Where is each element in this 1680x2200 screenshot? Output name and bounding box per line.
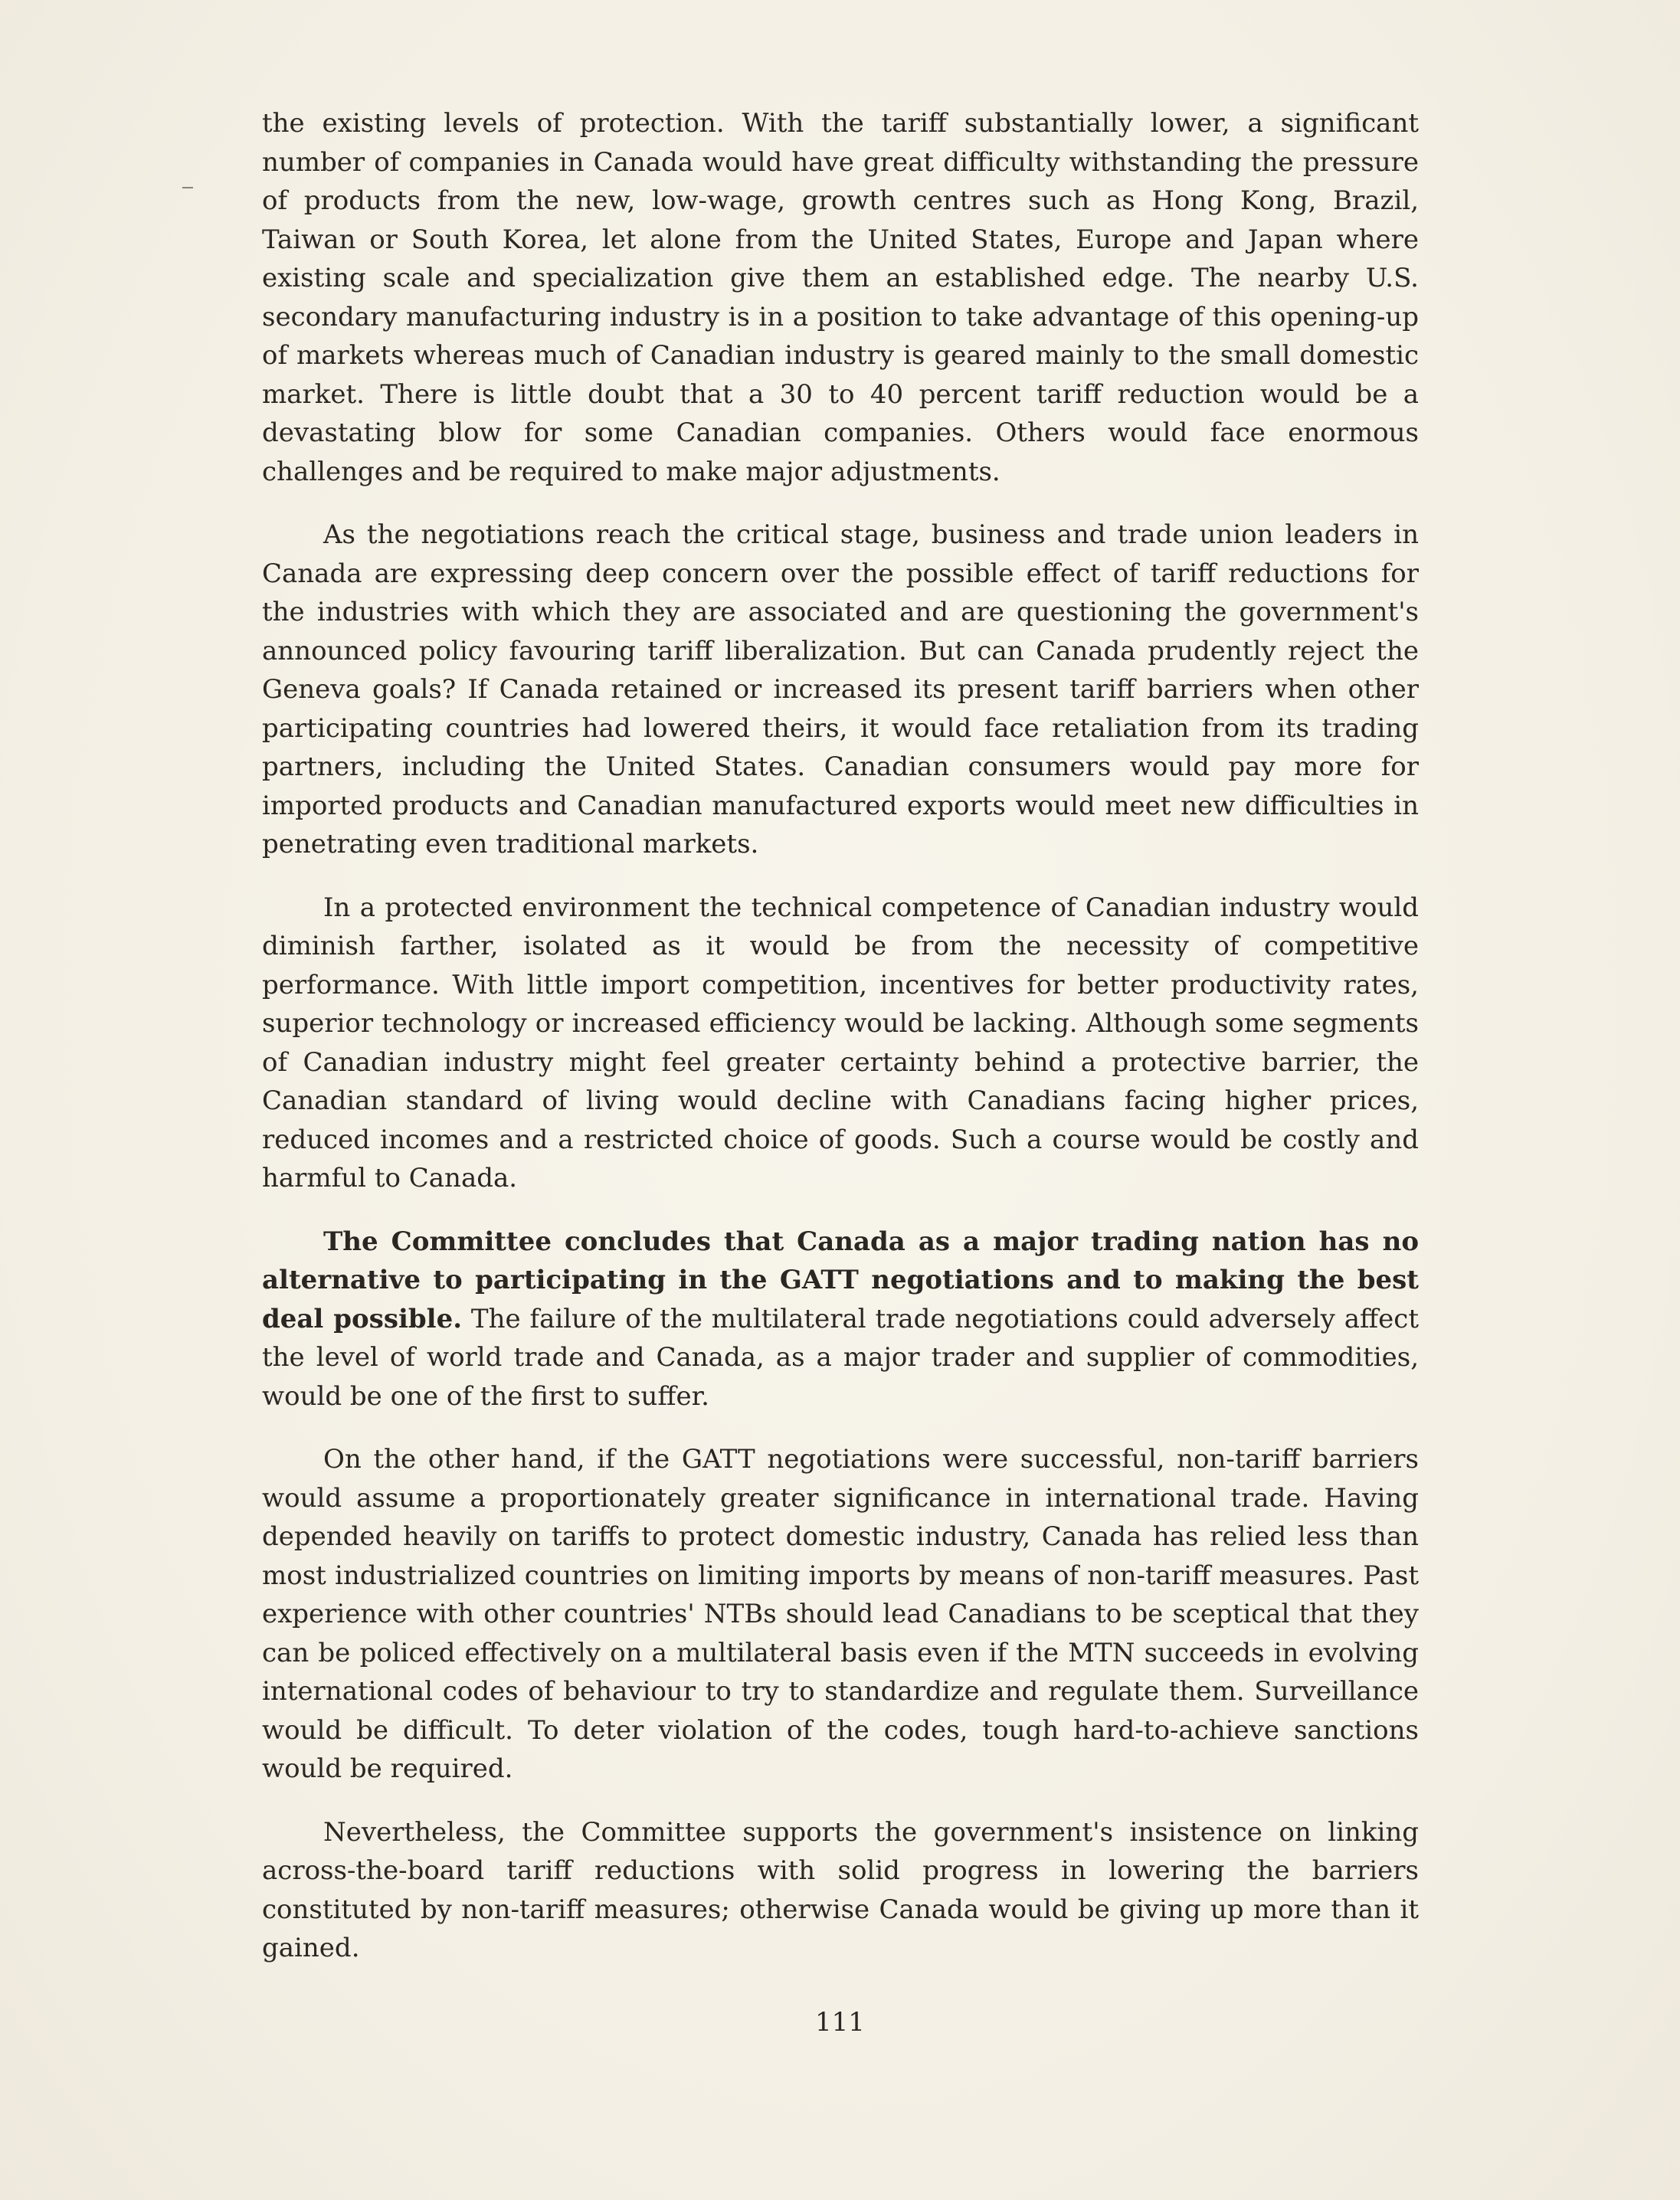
- paragraph-4-continuation: The failure of the multilateral trade negotiations could adversely affect the level of world trade and Canada, as a major trader and supplier of commodities, would be one of the first to suffer.: [262, 1303, 1419, 1412]
- margin-mark: [182, 187, 193, 188]
- committee-conclusion-bold: The Committee concludes that Canada as a major trading nation has no alternative to participating in the GATT negotiations and to making the best deal possible.: [262, 1226, 1419, 1334]
- body-text: [262, 104, 1419, 1992]
- paragraph-2: As the negotiations reach the critical stage, business and trade union leaders in Canada are expressing deep concern over the possible effect of tariff reductions for the industries with which they are associated and are questioning the government's announced policy favouring tariff liberalization. But can Canada prudently reject the Geneva goals? If Canada retained or increased its present tariff barriers when other participating countries had lowered theirs, it would face retaliation from its trading partners, including the United States. Canadian consumers would pay more for imported products and Canadian manufactured exports would meet new difficulties in penetrating even traditional markets.: [262, 519, 1419, 859]
- paragraph-3: In a protected environment the technical competence of Canadian industry would diminish farther, isolated as it would be from the necessity of competitive performance. With little import competition, incentives for better productivity rates, superior technology or increased efficiency would be lacking. Although some segments of Canadian industry might feel greater certainty behind a protective barrier, the Canadian standard of living would decline with Canadians facing higher prices, reduced incomes and a restricted choice of goods. Such a course would be costly and harmful to Canada.: [262, 892, 1419, 1193]
- paragraph-4: [262, 1223, 1419, 1416]
- page-number: 111: [815, 2007, 865, 2038]
- paragraph-6: Nevertheless, the Committee supports the government's insistence on linking across-the-board tariff reductions with solid progress in lowering the barriers constituted by non-tariff measures; otherwise Canada would be giving up more than it gained.: [262, 1816, 1419, 1963]
- paragraph-1: the existing levels of protection. With the tariff substantially lower, a significant number of companies in Canada would have great difficulty withstanding the pressure of products from the new, low-wage, growth centres such as Hong Kong, Brazil, Taiwan or South Korea, let alone from the United States, Europe and Japan where existing scale and specialization give them an established edge. The nearby U.S. secondary manufacturing industry is in a position to take advantage of this opening-up of markets whereas much of Canadian industry is geared mainly to the small domestic market. There is little doubt that a 30 to 40 percent tariff reduction would be a devastating blow for some Canadian companies. Others would face enormous challenges and be required to make major adjustments.: [262, 108, 1419, 487]
- paragraph-5: On the other hand, if the GATT negotiations were successful, non-tariff barriers would assume a proportionately greater significance in international trade. Having depended heavily on tariffs to protect domestic industry, Canada has relied less than most industrialized countries on limiting imports by means of non-tariff measures. Past experience with other countries' NTBs should lead Canadians to be sceptical that they can be policed effectively on a multilateral basis even if the MTN succeeds in evolving international codes of behaviour to try to standardize and regulate them. Surveillance would be difficult. To deter violation of the codes, tough hard-to-achieve sanctions would be required.: [262, 1444, 1419, 1784]
